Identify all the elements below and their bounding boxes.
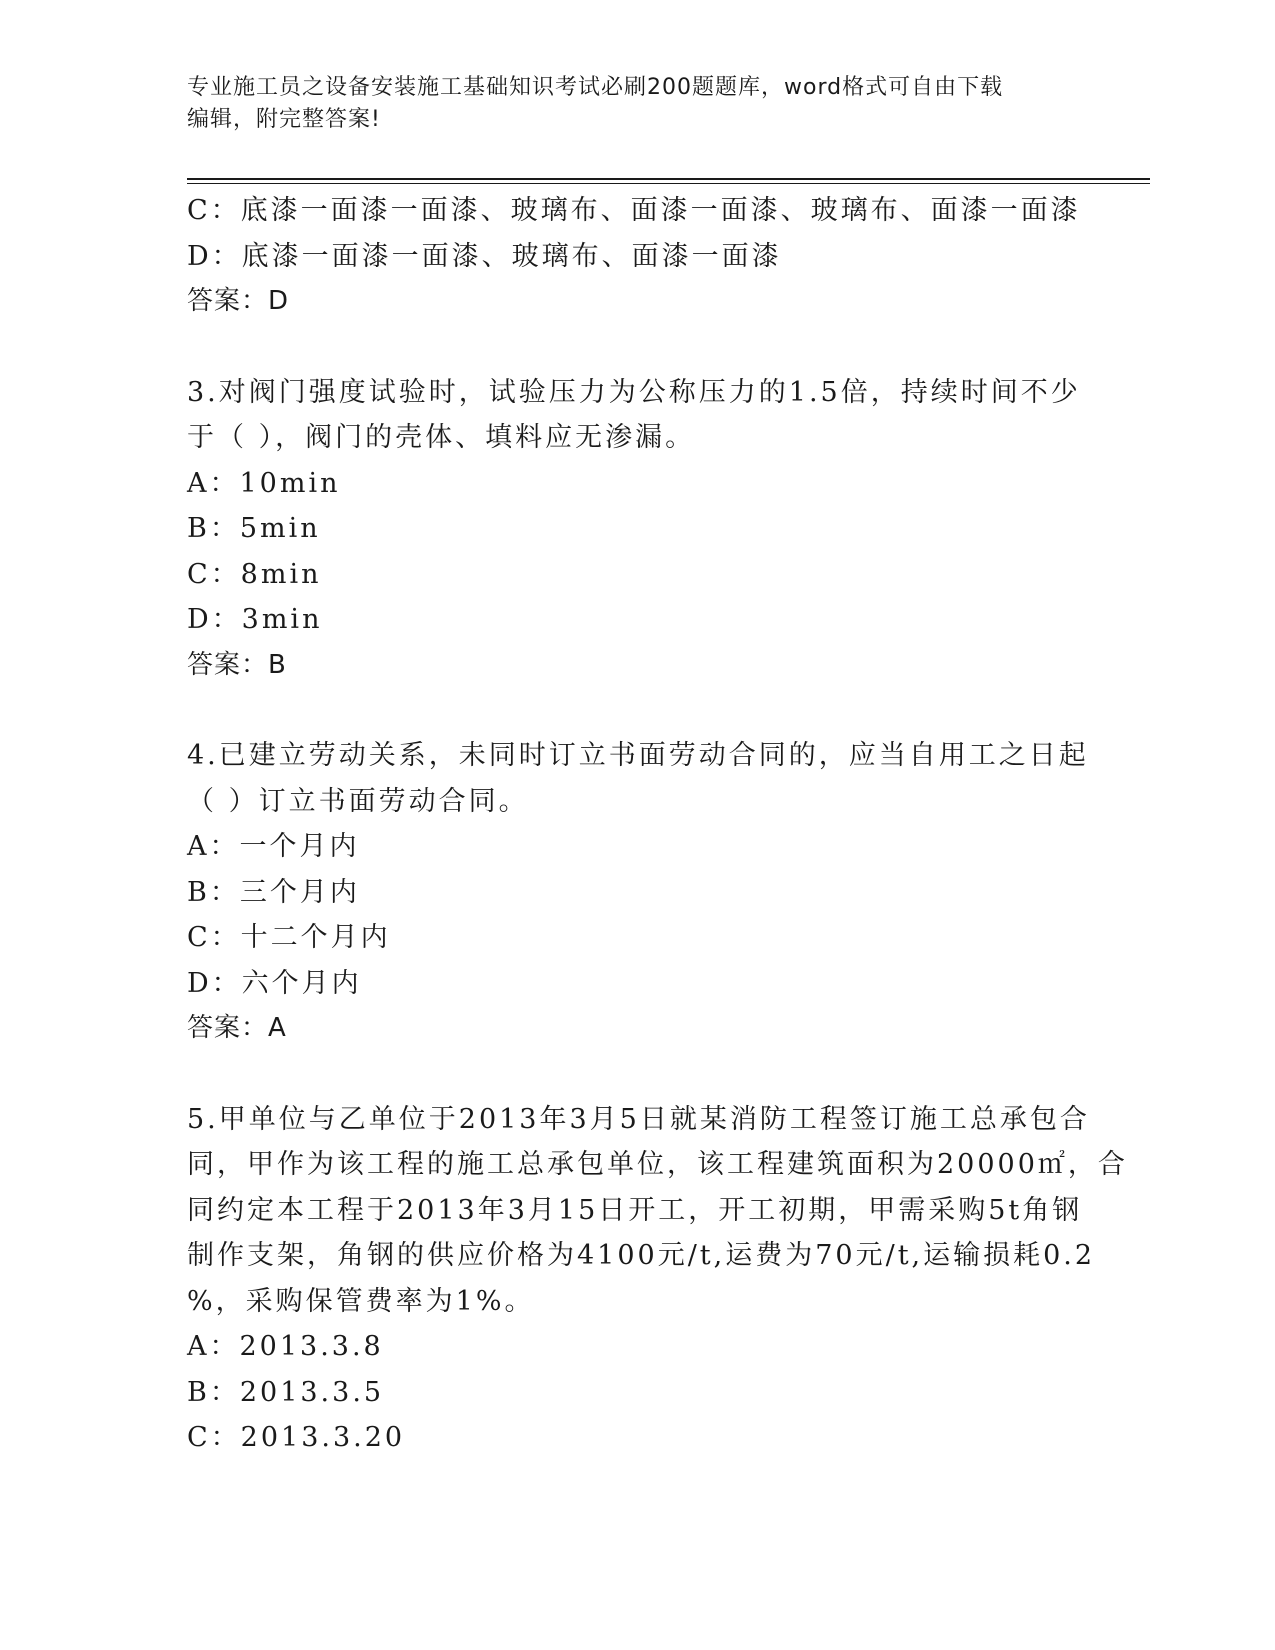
question-text-line: 制作支架，角钢的供应价格为4100元/t,运费为70元/t,运输损耗0.2 — [187, 1240, 1096, 1271]
question-list — [187, 188, 1128, 1461]
option-c: C：2013.3.20 — [187, 1422, 406, 1453]
option-c: C：十二个月内 — [187, 922, 391, 953]
question-text-line: 同，甲作为该工程的施工总承包单位，该工程建筑面积为20000㎡，合 — [187, 1149, 1128, 1180]
option-d: D：六个月内 — [187, 967, 362, 999]
header-line-1: 专业施工员之设备安装施工基础知识考试必刷200题题库，word格式可自由下载 — [187, 75, 1004, 100]
header-rule-thick — [187, 178, 1150, 180]
answer-line: 答案：B — [187, 649, 287, 680]
spacer — [187, 688, 1087, 733]
question-text-line: 同约定本工程于2013年3月15日开工，开工初期，甲需采购5t角钢 — [187, 1194, 1083, 1226]
option-d: D：底漆一面漆一面漆、玻璃布、面漆一面漆 — [187, 240, 782, 272]
option-a: A：2013.3.8 — [187, 1331, 384, 1362]
question-text-line: 5.甲单位与乙单位于2013年3月5日就某消防工程签订施工总承包合 — [187, 1103, 1090, 1135]
option-b: B：5min — [187, 513, 321, 544]
document-header — [187, 72, 1067, 136]
option-d: D：3min — [187, 604, 323, 635]
option-c: C：8min — [187, 558, 322, 590]
option-a: A：10min — [187, 467, 341, 499]
header-line-2: 编辑，附完整答案! — [187, 107, 381, 132]
question-text-line: %，采购保管费率为1%。 — [187, 1285, 535, 1317]
spacer — [187, 325, 1087, 370]
spacer — [187, 1052, 1087, 1097]
option-c: C：底漆一面漆一面漆、玻璃布、面漆一面漆、玻璃布、面漆一面漆 — [187, 195, 1081, 226]
question-text-line: 于（ ），阀门的壳体、填料应无渗漏。 — [187, 422, 696, 453]
header-rule-thin — [187, 183, 1150, 184]
question-block-2 — [187, 188, 1087, 325]
option-b: B：三个月内 — [187, 876, 360, 908]
question-block-4 — [187, 733, 1087, 1052]
question-text-line: 3.对阀门强度试验时，试验压力为公称压力的1.5倍，持续时间不少 — [187, 376, 1081, 408]
option-b: B：2013.3.5 — [187, 1376, 385, 1408]
question-block-3 — [187, 370, 1087, 689]
question-text-line: 4.已建立劳动关系，未同时订立书面劳动合同的，应当自用工之日起 — [187, 740, 1089, 771]
answer-line: 答案：A — [187, 1013, 287, 1043]
option-a: A：一个月内 — [187, 831, 360, 862]
question-block-5 — [187, 1097, 1128, 1461]
question-text-line: （ ）订立书面劳动合同。 — [187, 785, 529, 817]
answer-line: 答案：D — [187, 286, 290, 316]
